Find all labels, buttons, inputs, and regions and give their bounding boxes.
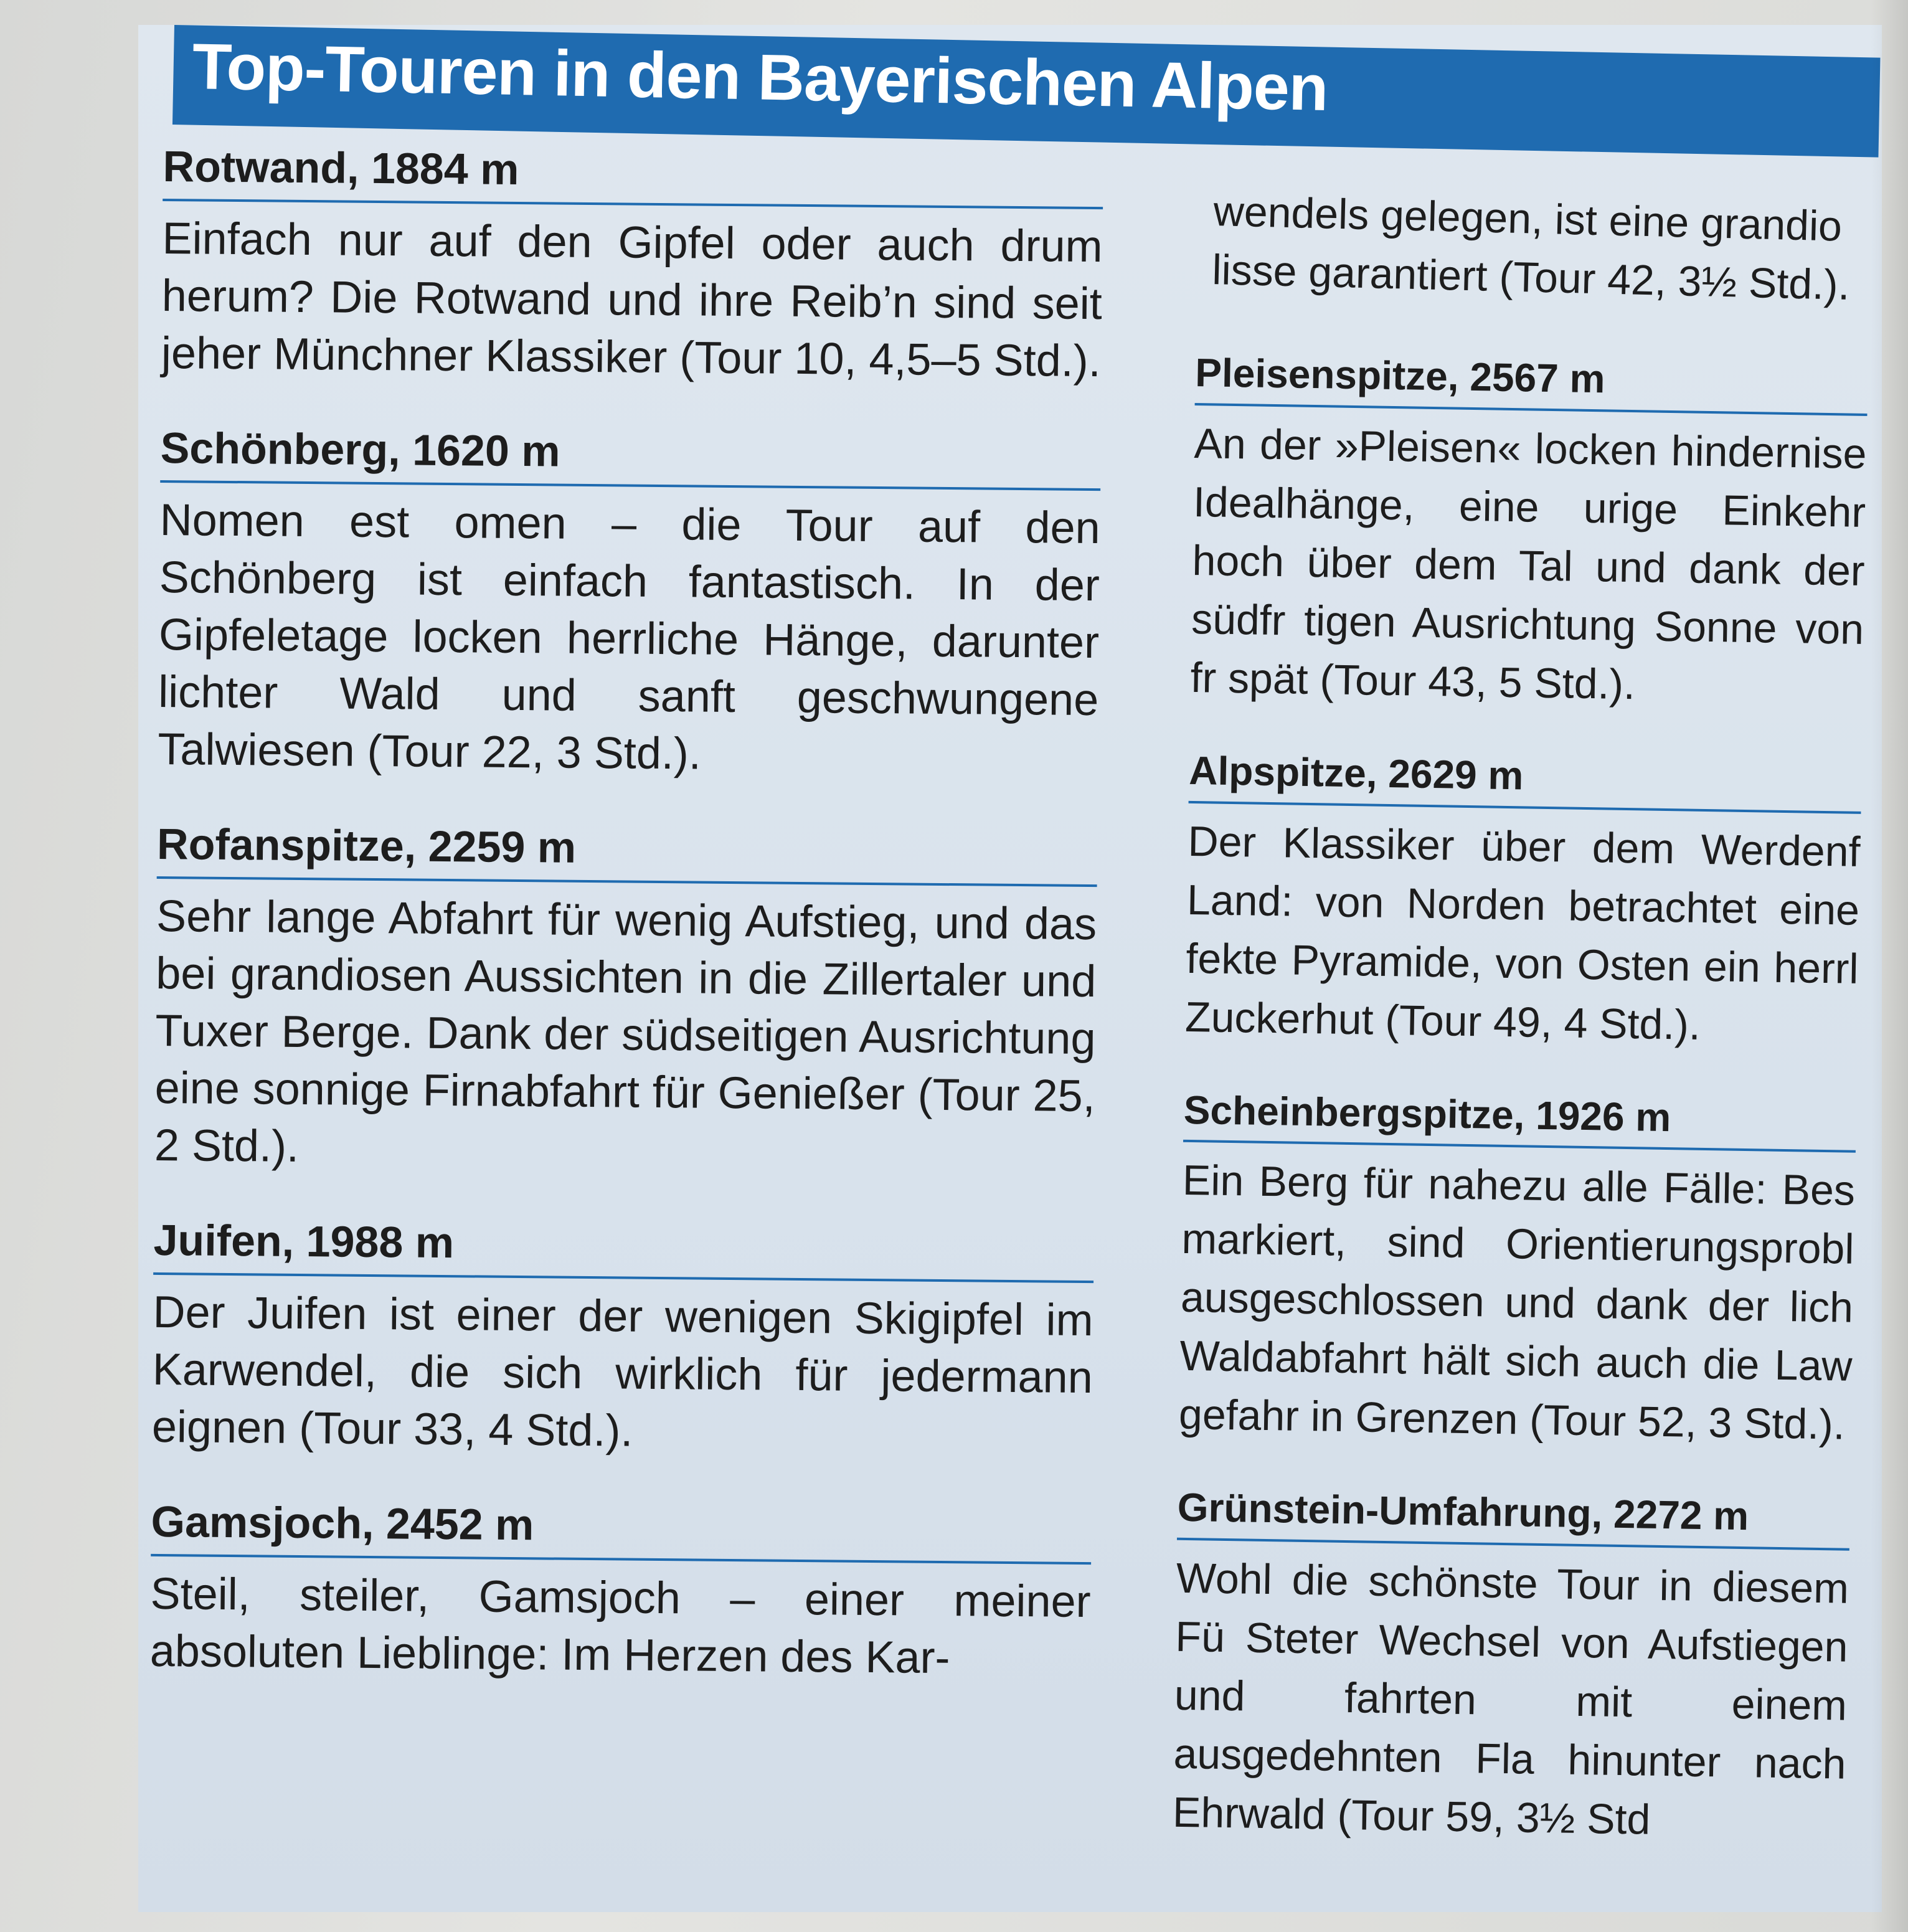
tour-description: Der Klassiker über dem Werdenf Land: von Norden betrachtet eine fekte Pyramide, von Osten ein herrl Zuckerhut (Tour 49, 4 Std.). xyxy=(1184,817,1861,1049)
tour-description: Einfach nur auf den Gipfel oder auch drum herum? Die Rotwand und ihre Reib’n sind seit jeher Münchner Klassiker (Tour 10, 4,5–5 Std.). xyxy=(161,213,1103,387)
tour-description: Der Juifen ist einer der wenigen Skigipfel im Karwendel, die sich wirklich für jedermann eignen (Tour 33, 4 Std.). xyxy=(151,1287,1093,1456)
tour-entry-schoenberg xyxy=(158,422,1101,786)
page-edge-shadow xyxy=(1871,0,1908,1932)
tour-description: Ein Berg für nahezu alle Fälle: Bes markiert, sind Orientierungsprobl ausgeschlossen und dank der lich Waldabfahrt hält sich auch die Law gefahr in Grenzen (Tour 52, 3 Std.). xyxy=(1178,1157,1856,1449)
tour-heading: Grünstein-Umfahrung, 2272 m xyxy=(1177,1484,1850,1551)
tour-entry-rotwand xyxy=(161,140,1103,390)
tour-description: Wohl die schönste Tour in diesem Fü Steter Wechsel von Aufstiegen und fahrten mit einem ausgedehnten Fla hinunter nach Ehrwald (Tour 59, 3½ Std xyxy=(1172,1554,1849,1844)
tour-entry-gruenstein xyxy=(1172,1484,1850,1852)
tour-description: An der »Pleisen« locken hindernise Idealhänge, eine urige Einkehr hoch über dem Tal und dank der südfr tigen Ausrichtung Sonne von fr spät (Tour 43, 5 Std.). xyxy=(1190,419,1868,708)
page-title: Top-Touren in den Bayerischen Alpen xyxy=(191,30,1329,125)
tour-heading: Schönberg, 1620 m xyxy=(160,422,1101,491)
tour-heading: Juifen, 1988 m xyxy=(153,1214,1094,1283)
tour-entry-pleisenspitze xyxy=(1190,349,1868,717)
tour-description: Sehr lange Abfahrt für wenig Aufstieg, und das bei grandiosen Aussichten in die Zillertaler und Tuxer Berge. Dank der südseitigen Ausrichtung eine sonnige Firnabfahrt für Genießer (Tour 25, 2 Std.). xyxy=(154,891,1097,1172)
tour-entry-alpspitze xyxy=(1184,747,1861,1057)
tour-description: Nomen est omen – die Tour auf den Schönberg ist einfach fantastisch. In der Gipfeletage locken herrliche Hänge, darunter lichter Wald und sanft geschwungene Talwiesen (Tour 22, 3 Std.). xyxy=(158,495,1100,779)
tour-heading: Rofanspitze, 2259 m xyxy=(157,818,1098,887)
tour-heading: Alpspitze, 2629 m xyxy=(1189,747,1862,814)
tour-heading: Pleisenspitze, 2567 m xyxy=(1195,349,1868,416)
tour-entry-scheinbergspitze xyxy=(1178,1086,1856,1454)
tour-heading: Gamsjoch, 2452 m xyxy=(151,1495,1092,1565)
tour-heading: Rotwand, 1884 m xyxy=(163,140,1103,209)
left-column xyxy=(149,140,1103,1728)
tour-entry-juifen xyxy=(152,1214,1094,1464)
right-top-fragment: wendels gelegen, ist eine grandio lisse garantiert (Tour 42, 3½ Std.). xyxy=(1211,187,1851,309)
tour-entry-rofanspitze xyxy=(154,818,1098,1182)
tour-description: Steil, steiler, Gamsjoch – einer meiner absoluten Lieblinge: Im Herzen des Kar- xyxy=(149,1568,1091,1683)
tour-entry-gamsjoch xyxy=(149,1495,1092,1688)
tour-heading: Scheinbergspitze, 1926 m xyxy=(1183,1086,1856,1153)
right-column xyxy=(1171,349,1868,1892)
